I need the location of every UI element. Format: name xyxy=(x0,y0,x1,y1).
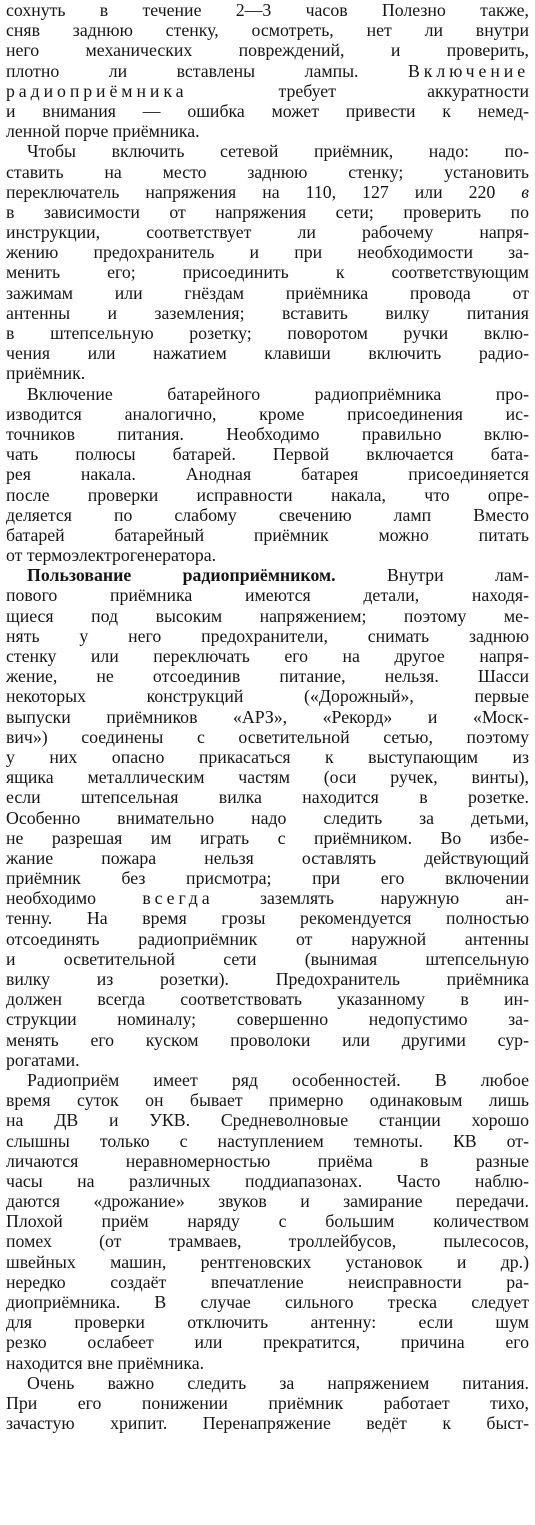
text-line xyxy=(6,929,529,949)
text-line xyxy=(6,1353,529,1373)
text-line xyxy=(6,565,529,585)
text-run: Чтобы включить сетевой приёмник, надо: по- xyxy=(27,141,529,162)
text-run: Плохой приём наряду с большим количеством xyxy=(6,1211,529,1232)
text-run: для проверки отключить антенну: если шум xyxy=(6,1312,529,1333)
text-line xyxy=(6,505,529,525)
text-run: диоприёмника. В случае сильного треска следует xyxy=(6,1292,529,1312)
text-run: даются «дрожание» звуков и замирание передачи. xyxy=(6,1191,529,1212)
text-line xyxy=(6,40,529,60)
text-run: часы на различных поддиапазонах. Часто наблю- xyxy=(6,1170,529,1191)
text-run: время суток он бывает примерно одинаковым лишь xyxy=(6,1090,529,1111)
text-run: сняв заднюю стенку, осмотреть, нет ли внутри xyxy=(6,20,529,41)
text-line xyxy=(6,1272,529,1292)
text-run: заземлять наружную ан- xyxy=(213,888,529,909)
text-line xyxy=(6,969,529,989)
text-line xyxy=(6,808,529,828)
text-run: швейных машин, рентгеновских установок и др.) xyxy=(6,1251,529,1272)
text-run: Внутри лам- xyxy=(335,565,529,586)
text-run: и осветительной сети (вынимая штепсельную xyxy=(6,948,529,969)
text-line xyxy=(6,1312,529,1332)
text-line xyxy=(6,424,529,444)
text-run: в зависимости от напряжения сети; проверить по xyxy=(6,201,529,222)
text-run: нередко создаёт впечатление неисправности ра- xyxy=(6,1271,529,1292)
text-line xyxy=(6,202,529,222)
text-run: отсоединять радиоприёмник от наружной антенны xyxy=(6,928,529,949)
text-line xyxy=(6,20,529,40)
text-run: Особенно внимательно надо следить за детьми, xyxy=(6,807,529,828)
text-run: должен всегда соответствовать указанному в ин- xyxy=(6,989,529,1010)
text-run: после проверки исправности накала, что опре- xyxy=(6,484,529,505)
text-run: пового приёмника имеются детали, находя- xyxy=(6,585,529,606)
text-line xyxy=(6,585,529,605)
text-run: личаются неравномерностью приёма в разные xyxy=(6,1150,529,1171)
text-line xyxy=(6,242,529,262)
text-run: жание пожара нельзя оставлять действующий xyxy=(6,847,529,868)
text-line xyxy=(6,848,529,868)
text-line xyxy=(6,61,529,81)
text-line xyxy=(6,626,529,646)
text-line xyxy=(6,908,529,928)
text-run: рогатами. xyxy=(6,1049,80,1070)
text-run: деляется по слабому свечению ламп Вместо xyxy=(6,504,529,525)
text-line xyxy=(6,686,529,706)
text-line xyxy=(6,747,529,767)
text-run: При его понижении приёмник работает тихо, xyxy=(6,1392,529,1413)
text-run: слышны только с наступлением темноты. КВ от- xyxy=(6,1130,529,1151)
text-line xyxy=(6,1131,529,1151)
text-line xyxy=(6,1009,529,1029)
text-line xyxy=(6,485,529,505)
text-line xyxy=(6,1373,529,1393)
text-run: вилку из розетки). Предохранитель приёмника xyxy=(6,969,529,989)
text-line xyxy=(6,0,529,20)
text-line xyxy=(6,384,529,404)
text-run: инструкции, соответствует ли рабочему напря- xyxy=(6,222,529,243)
paragraph xyxy=(6,1373,529,1434)
text-run: в xyxy=(521,181,529,202)
text-line xyxy=(6,1211,529,1231)
text-line xyxy=(6,949,529,969)
text-line xyxy=(6,1292,529,1312)
bold-heading: Пользование радиоприёмником. xyxy=(27,565,336,586)
text-run: Включение батарейного радиоприёмника про- xyxy=(27,383,529,404)
paragraph xyxy=(6,1070,529,1373)
text-line xyxy=(6,303,529,323)
text-run: зажимам или гнёздам приёмника провода от xyxy=(6,282,529,303)
text-run: щиеся под высоким напряжением; поэтому ме- xyxy=(6,605,529,626)
text-run: требует аккуратности xyxy=(187,80,529,101)
text-run: менить его; присоединить к соответствующим xyxy=(6,262,529,283)
text-line xyxy=(6,666,529,686)
paragraph xyxy=(6,565,529,1070)
text-run: не разрешая им играть с приёмником. Во избе- xyxy=(6,827,529,848)
text-line xyxy=(6,81,529,101)
text-run: менять его куском проволоки или другими сур- xyxy=(6,1029,529,1050)
text-run: переключатель напряжения на 110, 127 или 220 xyxy=(6,181,522,202)
text-line xyxy=(6,1050,529,1070)
text-run: изводится аналогично, кроме присоединения ис- xyxy=(6,403,529,424)
text-line xyxy=(6,141,529,161)
text-line xyxy=(6,1070,529,1090)
text-line xyxy=(6,828,529,848)
text-line xyxy=(6,1110,529,1130)
text-line xyxy=(6,1151,529,1171)
text-run: него механических повреждений, и проверить, xyxy=(6,40,529,61)
text-run: если штепсельная вилка находится в розетке. xyxy=(6,787,529,808)
text-run: приёмник без присмотра; при его включении xyxy=(6,868,529,889)
spaced-emphasis: Включение xyxy=(408,60,529,81)
text-run: плотно ли вставлены лампы. xyxy=(6,60,409,81)
text-line xyxy=(6,989,529,1009)
text-line xyxy=(6,1252,529,1272)
text-run: находится вне приёмника. xyxy=(6,1352,205,1373)
text-run: тенну. На время грозы рекомендуется полностью xyxy=(6,908,529,929)
text-run: ставить на место заднюю стенку; установить xyxy=(6,161,529,182)
text-run: помех (от трамваев, троллейбусов, пылесосов, xyxy=(6,1231,529,1252)
text-line xyxy=(6,404,529,424)
text-line xyxy=(6,646,529,666)
text-run: струкции номиналу; совершенно недопустимо за- xyxy=(6,1009,529,1030)
text-line xyxy=(6,1090,529,1110)
text-run: рея накала. Анодная батарея присоединяется xyxy=(6,464,529,485)
text-run: приёмник. xyxy=(6,363,86,384)
text-line xyxy=(6,363,529,383)
text-run: некоторых конструкций («Дорожный», первые xyxy=(6,686,529,707)
text-line xyxy=(6,767,529,787)
text-run: ленной порче приёмника. xyxy=(6,121,200,142)
text-run: вич») соединены с осветительной сетью, поэтому xyxy=(6,726,529,747)
text-line xyxy=(6,262,529,282)
text-line xyxy=(6,343,529,363)
document-page xyxy=(6,0,529,1433)
text-run: жению предохранитель и при необходимости за- xyxy=(6,242,529,263)
text-run: и внимания — ошибка может привести к немед- xyxy=(6,100,529,121)
text-line xyxy=(6,1231,529,1251)
text-run: у них опасно прикасаться к выступающим из xyxy=(6,746,529,767)
text-line xyxy=(6,121,529,141)
paragraph xyxy=(6,141,529,383)
text-line xyxy=(6,1393,529,1413)
text-line xyxy=(6,101,529,121)
text-line xyxy=(6,1030,529,1050)
text-line xyxy=(6,464,529,484)
text-run: сохнуть в течение 2—3 часов Полезно также, xyxy=(6,0,529,20)
text-line xyxy=(6,707,529,727)
text-line xyxy=(6,1171,529,1191)
text-run: нять у него предохранители, снимать заднюю xyxy=(6,625,529,646)
text-line xyxy=(6,888,529,908)
text-line xyxy=(6,222,529,242)
text-run: Очень важно следить за напряжением питания. xyxy=(27,1372,529,1393)
paragraph xyxy=(6,384,529,566)
text-run: в штепсельную розетку; поворотом ручки вклю- xyxy=(6,323,529,343)
paragraph xyxy=(6,0,529,141)
text-run: жение, не отсоединив питание, нельзя. Шасси xyxy=(6,666,529,687)
spaced-emphasis: всегда xyxy=(142,888,214,909)
text-run: необходимо xyxy=(6,888,143,909)
text-run: чать полюсы батарей. Первой включается бата- xyxy=(6,444,529,465)
spaced-emphasis: радиоприёмника xyxy=(6,80,188,101)
text-line xyxy=(6,606,529,626)
text-line xyxy=(6,868,529,888)
text-run: резко ослабеет или прекратится, причина его xyxy=(6,1332,529,1353)
text-line xyxy=(6,283,529,303)
text-line xyxy=(6,162,529,182)
text-run: выпуски приёмников «АРЗ», «Рекорд» и «Моск- xyxy=(6,706,529,727)
text-line xyxy=(6,444,529,464)
text-run: зачастую хрипит. Перенапряжение ведёт к быст- xyxy=(6,1413,529,1434)
text-run: ящика металлическим частям (оси ручек, винты), xyxy=(6,767,529,788)
text-line xyxy=(6,323,529,343)
text-run: антенны и заземления; вставить вилку питания xyxy=(6,302,529,323)
text-line xyxy=(6,727,529,747)
text-run: чения или нажатием клавиши включить радио- xyxy=(6,343,529,364)
text-run: точников питания. Необходимо правильно вклю- xyxy=(6,423,529,444)
text-line xyxy=(6,787,529,807)
text-run: батарей батарейный приёмник можно питать xyxy=(6,524,529,545)
text-line xyxy=(6,1191,529,1211)
text-line xyxy=(6,545,529,565)
text-run: Радиоприём имеет ряд особенностей. В любое xyxy=(27,1069,529,1090)
text-run: на ДВ и УКВ. Средневолновые станции хорошо xyxy=(6,1110,529,1131)
text-line xyxy=(6,1413,529,1433)
text-line xyxy=(6,1332,529,1352)
text-line xyxy=(6,182,529,202)
text-line xyxy=(6,525,529,545)
text-run: от термоэлектрогенератора. xyxy=(6,545,217,566)
text-run: стенку или переключать его на другое напря- xyxy=(6,646,529,666)
